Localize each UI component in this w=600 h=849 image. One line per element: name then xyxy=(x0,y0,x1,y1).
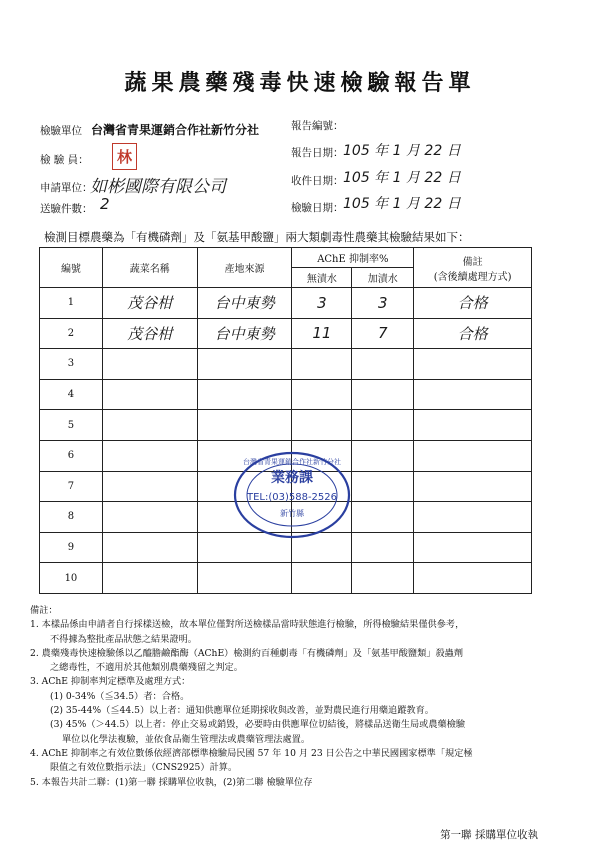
table-row xyxy=(40,410,532,441)
table-row xyxy=(40,563,532,594)
note-3-3: (3) 45%（＞44.5）以上者：停止交易或銷毀，必要時由供應單位切結後，將樣品送衛生局或農藥檢驗 xyxy=(50,719,466,731)
row-number: 3 xyxy=(40,349,103,380)
notes-heading: 備註： xyxy=(30,605,58,616)
test-date-label: 檢驗日期： xyxy=(291,202,344,214)
report-date-value: 105 年 1 月 22 日 xyxy=(343,143,461,159)
row-vegetable-name xyxy=(102,532,197,563)
note-2: 2. 農藥殘毒快速檢驗係以乙醯膽鹼酯酶（AChE）檢測約百種劇毒「有機磷劑」及「氨基甲酸鹽類」殺蟲劑 xyxy=(30,647,464,659)
row-ache-no-wash: 11 xyxy=(292,318,352,349)
row-number: 4 xyxy=(40,379,103,410)
row-vegetable-name xyxy=(102,379,197,410)
footer-copy-label: 第一聯 採購單位收執 xyxy=(440,829,538,841)
row-origin xyxy=(197,349,292,380)
row-origin xyxy=(197,563,292,594)
note-3: 3. AChE 抑制率判定標準及處理方式： xyxy=(30,676,191,688)
row-ache-wash: 3 xyxy=(352,288,414,319)
row-vegetable-name xyxy=(102,502,197,533)
row-ache-wash xyxy=(352,349,414,380)
row-remark xyxy=(414,563,532,594)
row-origin xyxy=(197,410,292,441)
row-vegetable-name xyxy=(102,349,197,380)
row-remark xyxy=(414,502,532,533)
row-number: 6 xyxy=(40,440,103,471)
row-ache-no-wash xyxy=(292,563,352,594)
row-vegetable-name: 茂谷柑 xyxy=(102,288,197,319)
sample-count-value: 2 xyxy=(100,195,110,213)
note-3-3-cont: 單位以化學法複驗，並依食品衛生管理法或農藥管理法處置。 xyxy=(62,733,311,745)
row-vegetable-name xyxy=(102,471,197,502)
table-row xyxy=(40,318,532,349)
row-origin: 台中東勢 xyxy=(197,288,292,319)
header-remark-sub: (含後續處理方式) xyxy=(433,271,512,283)
row-number: 10 xyxy=(40,563,103,594)
notes-section xyxy=(30,604,560,790)
inspector-seal: 林 xyxy=(112,143,137,170)
inspection-unit-label: 檢驗單位 xyxy=(40,125,82,137)
note-3-1: (1) 0-34%（≦34.5）者：合格。 xyxy=(50,690,190,702)
row-remark: 合格 xyxy=(414,288,532,319)
row-number: 7 xyxy=(40,471,103,502)
row-remark: 合格 xyxy=(414,318,532,349)
row-ache-wash xyxy=(352,410,414,441)
row-remark xyxy=(414,410,532,441)
row-ache-no-wash xyxy=(292,379,352,410)
row-ache-no-wash xyxy=(292,410,352,441)
row-vegetable-name xyxy=(102,440,197,471)
stamp-sub: 新竹縣 xyxy=(280,509,304,518)
header-origin: 產地來源 xyxy=(197,248,292,288)
company-stamp xyxy=(232,450,352,540)
stamp-ring-text: 台灣省青果運銷合作社新竹分社 xyxy=(243,458,341,466)
header-no: 編號 xyxy=(40,248,103,288)
received-date-value: 105 年 1 月 22 日 xyxy=(343,170,461,186)
stamp-center-text: 業務課 xyxy=(271,470,313,486)
row-origin: 台中東勢 xyxy=(197,318,292,349)
row-remark xyxy=(414,379,532,410)
header-remark xyxy=(414,248,532,288)
table-row xyxy=(40,379,532,410)
row-remark xyxy=(414,471,532,502)
row-ache-wash xyxy=(352,563,414,594)
table-row xyxy=(40,349,532,380)
row-ache-wash xyxy=(352,379,414,410)
page-title: 蔬果農藥殘毒快速檢驗報告單 xyxy=(124,70,476,96)
row-origin xyxy=(197,379,292,410)
header-name: 蔬菜名稱 xyxy=(102,248,197,288)
applicant-label: 申請單位： xyxy=(40,182,93,194)
row-number: 1 xyxy=(40,288,103,319)
inspection-unit-value: 台灣省青果運銷合作社新竹分社 xyxy=(91,123,260,137)
row-ache-wash xyxy=(352,532,414,563)
inspector-label: 檢 驗 員： xyxy=(40,154,89,166)
note-1: 1. 本樣品係由申請者自行採樣送檢，故本單位僅對所送檢樣品當時狀態進行檢驗，所得檢驗結果僅供參考， xyxy=(30,619,465,631)
note-4-cont: 限值之有效位數指示法」（CNS2925）計算。 xyxy=(50,762,238,774)
row-ache-wash: 7 xyxy=(352,318,414,349)
note-4: 4. AChE 抑制率之有效位數係依經濟部標準檢驗局民國 57 年 10 月 23 日公告之中華民國國家標準「規定極 xyxy=(30,747,473,759)
row-vegetable-name xyxy=(102,563,197,594)
applicant-value: 如彬國際有限公司 xyxy=(90,177,226,197)
header-ache: AChE 抑制率% xyxy=(292,248,414,268)
header-remark-title: 備註 xyxy=(462,256,483,268)
report-no-label: 報告編號： xyxy=(291,120,344,132)
note-1-cont: 不得據為整批產品狀態之結果證明。 xyxy=(50,633,197,645)
row-number: 8 xyxy=(40,502,103,533)
report-date-label: 報告日期： xyxy=(291,147,344,159)
row-number: 9 xyxy=(40,532,103,563)
sample-count-label: 送驗件數： xyxy=(40,203,93,215)
header-no-wash: 無漬水 xyxy=(292,268,352,288)
note-3-2: (2) 35-44%（≦44.5）以上者：通知供應單位延期採收與改善，並對農民進行用藥追蹤教育。 xyxy=(50,705,434,717)
row-ache-no-wash xyxy=(292,349,352,380)
received-date-label: 收件日期： xyxy=(291,175,344,187)
note-2-cont: 之總毒性，不適用於其他類別農藥殘留之判定。 xyxy=(50,662,243,674)
row-number: 5 xyxy=(40,410,103,441)
header-wash: 加漬水 xyxy=(352,268,414,288)
note-5: 5. 本報告共計二聯：(1)第一聯 採購單位收執，(2)第二聯 檢驗單位存 xyxy=(30,776,313,788)
row-vegetable-name: 茂谷柑 xyxy=(102,318,197,349)
row-remark xyxy=(414,349,532,380)
row-ache-wash xyxy=(352,502,414,533)
intro-text: 檢測目標農藥為「有機磷劑」及「氨基甲酸鹽」兩大類劇毒性農藥其檢驗結果如下： xyxy=(44,230,470,244)
row-ache-no-wash: 3 xyxy=(292,288,352,319)
table-row xyxy=(40,288,532,319)
results-table xyxy=(39,247,532,594)
row-remark xyxy=(414,440,532,471)
test-date-value: 105 年 1 月 22 日 xyxy=(343,196,461,212)
row-ache-wash xyxy=(352,440,414,471)
row-ache-wash xyxy=(352,471,414,502)
stamp-tel: TEL:(03)588-2526 xyxy=(246,492,338,503)
row-remark xyxy=(414,532,532,563)
row-number: 2 xyxy=(40,318,103,349)
row-vegetable-name xyxy=(102,410,197,441)
